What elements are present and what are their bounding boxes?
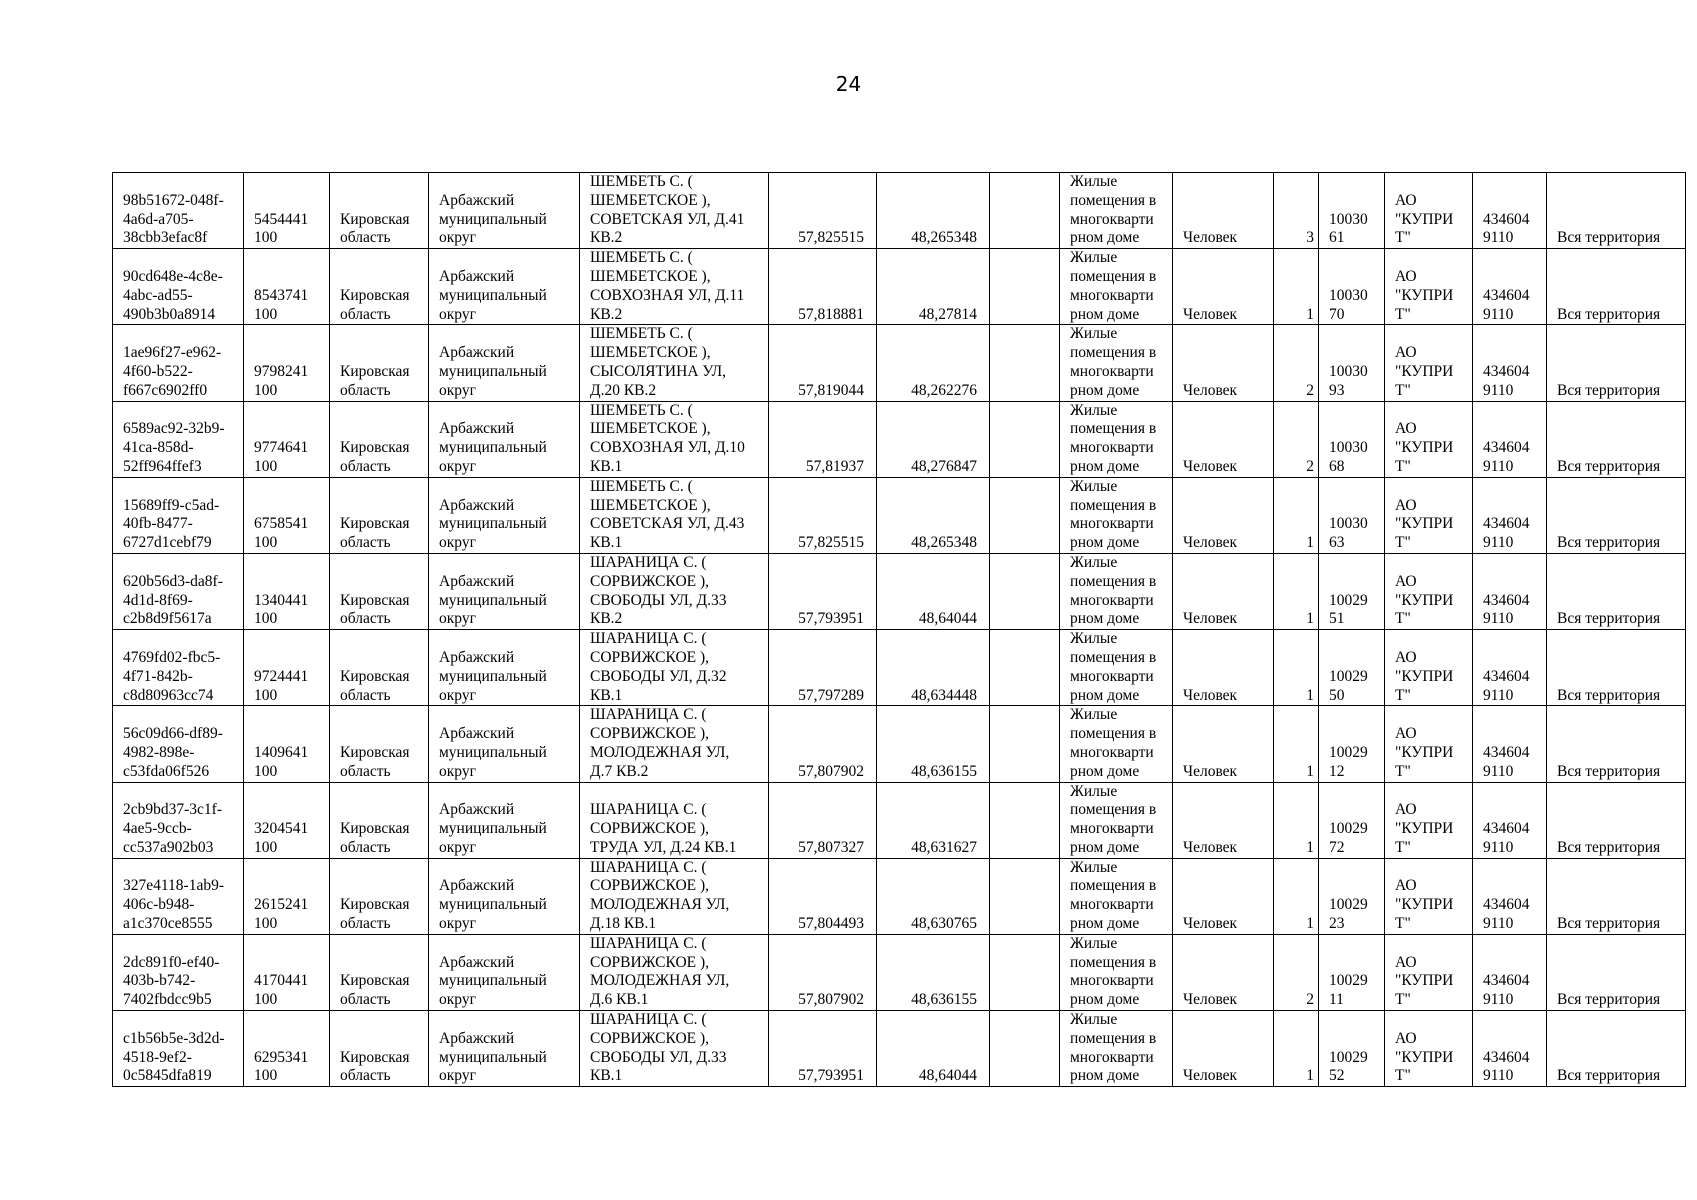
cell-address: ШАРАНИЦА С. ( СОРВИЖСКОЕ ), СВОБОДЫ УЛ, Д.32 КВ.1 xyxy=(580,630,769,706)
cell-district: Арбажский муниципальный округ xyxy=(429,249,580,325)
table-row xyxy=(113,249,1686,325)
cell-territory: Вся территория xyxy=(1547,782,1686,858)
cell-organization: АО "КУПРИ Т" xyxy=(1385,1011,1473,1087)
cell-address: ШАРАНИЦА С. ( СОРВИЖСКОЕ ), ТРУДА УЛ, Д.24 КВ.1 xyxy=(580,782,769,858)
cell-inn: 434604 9110 xyxy=(1473,401,1547,477)
cell-territory: Вся территория xyxy=(1547,477,1686,553)
cell-inn: 434604 9110 xyxy=(1473,249,1547,325)
cell-inn: 434604 9110 xyxy=(1473,477,1547,553)
cell-count: 2 xyxy=(1274,934,1319,1010)
cell-inn: 434604 9110 xyxy=(1473,630,1547,706)
cell-address: ШАРАНИЦА С. ( СОРВИЖСКОЕ ), СВОБОДЫ УЛ, Д.33 КВ.2 xyxy=(580,553,769,629)
cell-organization: АО "КУПРИ Т" xyxy=(1385,401,1473,477)
cell-object-type: Жилые помещения в многокварти рном доме xyxy=(1060,706,1173,782)
cell-territory: Вся территория xyxy=(1547,858,1686,934)
cell-code2: 10029 52 xyxy=(1319,1011,1385,1087)
cell-latitude: 57,818881 xyxy=(769,249,877,325)
cell-blank xyxy=(990,934,1060,1010)
cell-district: Арбажский муниципальный округ xyxy=(429,858,580,934)
cell-object-type: Жилые помещения в многокварти рном доме xyxy=(1060,630,1173,706)
cell-latitude: 57,793951 xyxy=(769,1011,877,1087)
cell-region: Кировская область xyxy=(330,706,429,782)
cell-inn: 434604 9110 xyxy=(1473,173,1547,249)
cell-region: Кировская область xyxy=(330,934,429,1010)
cell-region: Кировская область xyxy=(330,477,429,553)
cell-latitude: 57,825515 xyxy=(769,173,877,249)
cell-longitude: 48,630765 xyxy=(877,858,990,934)
cell-code2: 10029 23 xyxy=(1319,858,1385,934)
cell-code: 9774641 100 xyxy=(244,401,330,477)
cell-inn: 434604 9110 xyxy=(1473,934,1547,1010)
table-row xyxy=(113,173,1686,249)
cell-uuid: 4769fd02-fbc5- 4f71-842b- c8d80963cc74 xyxy=(113,630,244,706)
cell-blank xyxy=(990,553,1060,629)
cell-code2: 10030 70 xyxy=(1319,249,1385,325)
table-row xyxy=(113,858,1686,934)
cell-region: Кировская область xyxy=(330,553,429,629)
cell-count: 1 xyxy=(1274,706,1319,782)
table-row xyxy=(113,1011,1686,1087)
table-row xyxy=(113,553,1686,629)
cell-organization: АО "КУПРИ Т" xyxy=(1385,782,1473,858)
cell-uuid: 6589ac92-32b9- 41ca-858d- 52ff964ffef3 xyxy=(113,401,244,477)
cell-code2: 10030 63 xyxy=(1319,477,1385,553)
page-number: 24 xyxy=(835,72,862,96)
cell-longitude: 48,64044 xyxy=(877,1011,990,1087)
cell-object-type: Жилые помещения в многокварти рном доме xyxy=(1060,477,1173,553)
cell-longitude: 48,636155 xyxy=(877,706,990,782)
cell-blank xyxy=(990,1011,1060,1087)
cell-territory: Вся территория xyxy=(1547,934,1686,1010)
cell-code: 6758541 100 xyxy=(244,477,330,553)
cell-territory: Вся территория xyxy=(1547,401,1686,477)
cell-unit: Человек xyxy=(1173,1011,1274,1087)
cell-code2: 10029 50 xyxy=(1319,630,1385,706)
cell-organization: АО "КУПРИ Т" xyxy=(1385,706,1473,782)
cell-uuid: 56c09d66-df89- 4982-898e- c53fda06f526 xyxy=(113,706,244,782)
cell-longitude: 48,265348 xyxy=(877,477,990,553)
cell-blank xyxy=(990,706,1060,782)
cell-blank xyxy=(990,630,1060,706)
cell-district: Арбажский муниципальный округ xyxy=(429,173,580,249)
cell-region: Кировская область xyxy=(330,1011,429,1087)
cell-territory: Вся территория xyxy=(1547,1011,1686,1087)
cell-code2: 10029 72 xyxy=(1319,782,1385,858)
cell-territory: Вся территория xyxy=(1547,325,1686,401)
cell-inn: 434604 9110 xyxy=(1473,1011,1547,1087)
cell-unit: Человек xyxy=(1173,401,1274,477)
cell-address: ШЕМБЕТЬ С. ( ШЕМБЕТСКОЕ ), СОВЕТСКАЯ УЛ, Д.41 КВ.2 xyxy=(580,173,769,249)
table-row xyxy=(113,630,1686,706)
table-row xyxy=(113,934,1686,1010)
cell-district: Арбажский муниципальный округ xyxy=(429,934,580,1010)
table-row xyxy=(113,782,1686,858)
cell-unit: Человек xyxy=(1173,858,1274,934)
cell-region: Кировская область xyxy=(330,782,429,858)
cell-unit: Человек xyxy=(1173,325,1274,401)
cell-organization: АО "КУПРИ Т" xyxy=(1385,934,1473,1010)
cell-region: Кировская область xyxy=(330,173,429,249)
cell-organization: АО "КУПРИ Т" xyxy=(1385,249,1473,325)
cell-uuid: 2dc891f0-ef40- 403b-b742- 7402fbdcc9b5 xyxy=(113,934,244,1010)
cell-inn: 434604 9110 xyxy=(1473,325,1547,401)
cell-uuid: 15689ff9-c5ad- 40fb-8477- 6727d1cebf79 xyxy=(113,477,244,553)
cell-count: 1 xyxy=(1274,630,1319,706)
cell-longitude: 48,265348 xyxy=(877,173,990,249)
cell-region: Кировская область xyxy=(330,630,429,706)
cell-blank xyxy=(990,782,1060,858)
cell-territory: Вся территория xyxy=(1547,249,1686,325)
cell-latitude: 57,81937 xyxy=(769,401,877,477)
cell-object-type: Жилые помещения в многокварти рном доме xyxy=(1060,553,1173,629)
cell-address: ШЕМБЕТЬ С. ( ШЕМБЕТСКОЕ ), СОВХОЗНАЯ УЛ, Д.11 КВ.2 xyxy=(580,249,769,325)
cell-unit: Человек xyxy=(1173,706,1274,782)
cell-latitude: 57,793951 xyxy=(769,553,877,629)
cell-code: 1340441 100 xyxy=(244,553,330,629)
cell-longitude: 48,27814 xyxy=(877,249,990,325)
cell-organization: АО "КУПРИ Т" xyxy=(1385,858,1473,934)
cell-count: 3 xyxy=(1274,173,1319,249)
cell-code2: 10029 12 xyxy=(1319,706,1385,782)
cell-latitude: 57,819044 xyxy=(769,325,877,401)
cell-district: Арбажский муниципальный округ xyxy=(429,477,580,553)
cell-latitude: 57,797289 xyxy=(769,630,877,706)
cell-uuid: c1b56b5e-3d2d- 4518-9ef2- 0c5845dfa819 xyxy=(113,1011,244,1087)
cell-unit: Человек xyxy=(1173,249,1274,325)
cell-latitude: 57,807327 xyxy=(769,782,877,858)
cell-longitude: 48,262276 xyxy=(877,325,990,401)
cell-latitude: 57,807902 xyxy=(769,934,877,1010)
cell-district: Арбажский муниципальный округ xyxy=(429,401,580,477)
cell-count: 1 xyxy=(1274,553,1319,629)
cell-code: 8543741 100 xyxy=(244,249,330,325)
cell-territory: Вся территория xyxy=(1547,553,1686,629)
cell-uuid: 327e4118-1ab9- 406c-b948- a1c370ce8555 xyxy=(113,858,244,934)
cell-longitude: 48,631627 xyxy=(877,782,990,858)
cell-blank xyxy=(990,325,1060,401)
table-row xyxy=(113,477,1686,553)
cell-object-type: Жилые помещения в многокварти рном доме xyxy=(1060,401,1173,477)
cell-longitude: 48,634448 xyxy=(877,630,990,706)
cell-region: Кировская область xyxy=(330,249,429,325)
cell-district: Арбажский муниципальный округ xyxy=(429,1011,580,1087)
cell-organization: АО "КУПРИ Т" xyxy=(1385,325,1473,401)
cell-organization: АО "КУПРИ Т" xyxy=(1385,477,1473,553)
cell-district: Арбажский муниципальный округ xyxy=(429,325,580,401)
cell-uuid: 2cb9bd37-3c1f- 4ae5-9ccb- cc537a902b03 xyxy=(113,782,244,858)
cell-count: 2 xyxy=(1274,325,1319,401)
cell-blank xyxy=(990,249,1060,325)
cell-unit: Человек xyxy=(1173,630,1274,706)
cell-code: 1409641 100 xyxy=(244,706,330,782)
cell-unit: Человек xyxy=(1173,173,1274,249)
cell-object-type: Жилые помещения в многокварти рном доме xyxy=(1060,173,1173,249)
cell-address: ШЕМБЕТЬ С. ( ШЕМБЕТСКОЕ ), СОВЕТСКАЯ УЛ, Д.43 КВ.1 xyxy=(580,477,769,553)
registry-table xyxy=(112,172,1686,1087)
cell-inn: 434604 9110 xyxy=(1473,782,1547,858)
cell-count: 1 xyxy=(1274,782,1319,858)
cell-address: ШАРАНИЦА С. ( СОРВИЖСКОЕ ), МОЛОДЕЖНАЯ УЛ, Д.18 КВ.1 xyxy=(580,858,769,934)
cell-object-type: Жилые помещения в многокварти рном доме xyxy=(1060,782,1173,858)
cell-code2: 10029 51 xyxy=(1319,553,1385,629)
cell-unit: Человек xyxy=(1173,477,1274,553)
cell-address: ШЕМБЕТЬ С. ( ШЕМБЕТСКОЕ ), СОВХОЗНАЯ УЛ, Д.10 КВ.1 xyxy=(580,401,769,477)
cell-district: Арбажский муниципальный округ xyxy=(429,706,580,782)
cell-inn: 434604 9110 xyxy=(1473,706,1547,782)
cell-count: 1 xyxy=(1274,477,1319,553)
cell-organization: АО "КУПРИ Т" xyxy=(1385,630,1473,706)
cell-blank xyxy=(990,401,1060,477)
cell-territory: Вся территория xyxy=(1547,706,1686,782)
table-row xyxy=(113,706,1686,782)
cell-unit: Человек xyxy=(1173,553,1274,629)
cell-region: Кировская область xyxy=(330,325,429,401)
cell-count: 1 xyxy=(1274,1011,1319,1087)
table-row xyxy=(113,401,1686,477)
cell-latitude: 57,804493 xyxy=(769,858,877,934)
cell-uuid: 90cd648e-4c8e- 4abc-ad55- 490b3b0a8914 xyxy=(113,249,244,325)
cell-address: ШАРАНИЦА С. ( СОРВИЖСКОЕ ), МОЛОДЕЖНАЯ УЛ, Д.6 КВ.1 xyxy=(580,934,769,1010)
cell-uuid: 620b56d3-da8f- 4d1d-8f69- c2b8d9f5617a xyxy=(113,553,244,629)
cell-district: Арбажский муниципальный округ xyxy=(429,782,580,858)
cell-territory: Вся территория xyxy=(1547,630,1686,706)
cell-count: 1 xyxy=(1274,249,1319,325)
cell-district: Арбажский муниципальный округ xyxy=(429,553,580,629)
cell-object-type: Жилые помещения в многокварти рном доме xyxy=(1060,934,1173,1010)
cell-organization: АО "КУПРИ Т" xyxy=(1385,553,1473,629)
cell-code2: 10029 11 xyxy=(1319,934,1385,1010)
cell-code: 3204541 100 xyxy=(244,782,330,858)
registry-table-body xyxy=(113,173,1686,1087)
cell-blank xyxy=(990,173,1060,249)
cell-region: Кировская область xyxy=(330,401,429,477)
cell-code2: 10030 93 xyxy=(1319,325,1385,401)
cell-code: 2615241 100 xyxy=(244,858,330,934)
cell-blank xyxy=(990,858,1060,934)
cell-address: ШАРАНИЦА С. ( СОРВИЖСКОЕ ), СВОБОДЫ УЛ, Д.33 КВ.1 xyxy=(580,1011,769,1087)
table-row xyxy=(113,325,1686,401)
cell-address: ШАРАНИЦА С. ( СОРВИЖСКОЕ ), МОЛОДЕЖНАЯ УЛ, Д.7 КВ.2 xyxy=(580,706,769,782)
cell-code: 5454441 100 xyxy=(244,173,330,249)
cell-latitude: 57,807902 xyxy=(769,706,877,782)
cell-territory: Вся территория xyxy=(1547,173,1686,249)
cell-count: 2 xyxy=(1274,401,1319,477)
cell-code: 9724441 100 xyxy=(244,630,330,706)
cell-longitude: 48,276847 xyxy=(877,401,990,477)
cell-district: Арбажский муниципальный округ xyxy=(429,630,580,706)
cell-code: 6295341 100 xyxy=(244,1011,330,1087)
cell-latitude: 57,825515 xyxy=(769,477,877,553)
cell-longitude: 48,64044 xyxy=(877,553,990,629)
cell-inn: 434604 9110 xyxy=(1473,553,1547,629)
cell-unit: Человек xyxy=(1173,782,1274,858)
cell-object-type: Жилые помещения в многокварти рном доме xyxy=(1060,249,1173,325)
cell-code2: 10030 61 xyxy=(1319,173,1385,249)
cell-uuid: 98b51672-048f- 4a6d-a705- 38cbb3efac8f xyxy=(113,173,244,249)
cell-unit: Человек xyxy=(1173,934,1274,1010)
cell-code2: 10030 68 xyxy=(1319,401,1385,477)
cell-uuid: 1ae96f27-e962- 4f60-b522- f667c6902ff0 xyxy=(113,325,244,401)
cell-organization: АО "КУПРИ Т" xyxy=(1385,173,1473,249)
cell-object-type: Жилые помещения в многокварти рном доме xyxy=(1060,325,1173,401)
cell-code: 4170441 100 xyxy=(244,934,330,1010)
cell-region: Кировская область xyxy=(330,858,429,934)
cell-address: ШЕМБЕТЬ С. ( ШЕМБЕТСКОЕ ), СЫСОЛЯТИНА УЛ, Д.20 КВ.2 xyxy=(580,325,769,401)
cell-blank xyxy=(990,477,1060,553)
cell-object-type: Жилые помещения в многокварти рном доме xyxy=(1060,1011,1173,1087)
cell-inn: 434604 9110 xyxy=(1473,858,1547,934)
cell-count: 1 xyxy=(1274,858,1319,934)
cell-code: 9798241 100 xyxy=(244,325,330,401)
cell-longitude: 48,636155 xyxy=(877,934,990,1010)
cell-object-type: Жилые помещения в многокварти рном доме xyxy=(1060,858,1173,934)
